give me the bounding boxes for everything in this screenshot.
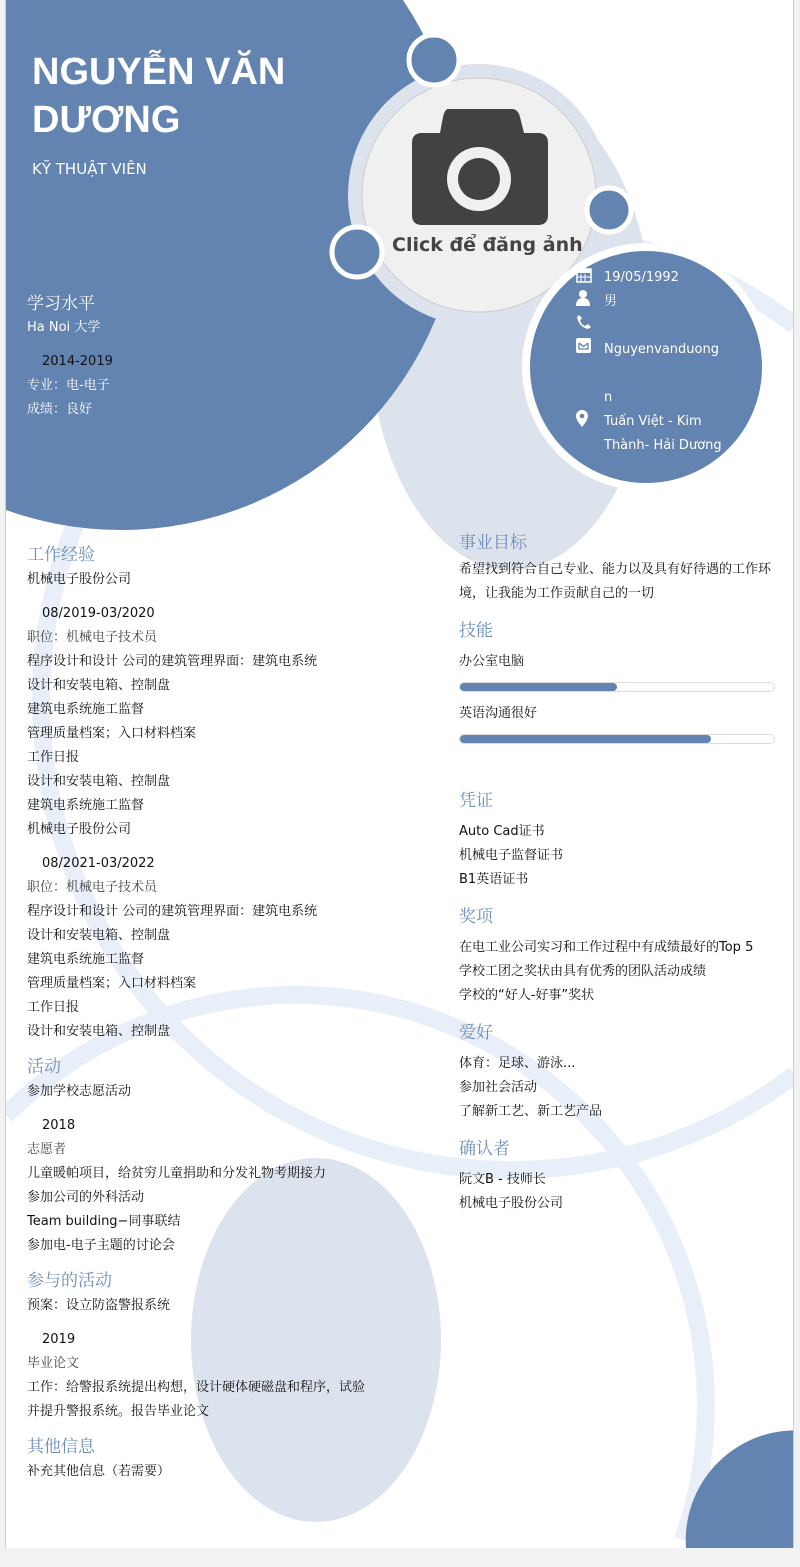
experience-heading: 工作经验	[27, 545, 95, 565]
other-heading: 其他信息	[27, 1437, 95, 1457]
text-line: 参加社会活动	[459, 1080, 538, 1095]
text-line: 建筑电系统施工监督	[27, 798, 145, 813]
text-line: 并提升警报系统。报告毕业论文	[27, 1404, 210, 1419]
text-line: 08/2021-03/2022	[42, 856, 155, 871]
skill-bar-fill	[460, 735, 711, 743]
text-line: Nguyenvanduong	[604, 342, 719, 357]
school: Ha Noi 大学	[27, 320, 101, 335]
text-line: 设计和安装电箱、控制盘	[27, 678, 171, 693]
hobbies-heading: 爱好	[459, 1023, 493, 1043]
text-line: 学校工团之奖状由具有优秀的团队活动成绩	[459, 964, 707, 979]
text-line: Tuấn Việt - Kim	[604, 414, 702, 429]
job-title: KỸ THUẬT VIÊN	[32, 160, 147, 178]
text-line: 参加电-电子主题的讨论会	[27, 1238, 175, 1253]
text-line: 在电工业公司实习和工作过程中有成绩最好的Top 5	[459, 940, 754, 955]
text-line: Thành- Hải Dương	[604, 438, 722, 453]
activities-heading: 活动	[27, 1057, 61, 1077]
text-line: 学校的“好人-好事”奖状	[459, 988, 595, 1003]
text-line: 工作日报	[27, 750, 80, 765]
education-section	[27, 292, 113, 422]
decor-dot	[587, 188, 631, 232]
decor-dot	[409, 35, 459, 85]
text-line: 职位：机械电子技术员	[27, 630, 158, 645]
text-line: 机械电子股份公司	[27, 572, 132, 587]
objective-heading: 事业目标	[459, 533, 527, 553]
text-line: 工作日报	[27, 1000, 80, 1015]
address	[604, 410, 724, 458]
other-info: 补充其他信息（若需要）	[27, 1464, 171, 1479]
text-line: B1英语证书	[459, 872, 529, 887]
text-line: 志愿者	[27, 1142, 67, 1157]
text-line: 2019	[42, 1332, 76, 1347]
text-line: 毕业论文	[27, 1356, 80, 1371]
job-entry	[27, 568, 417, 818]
contact-info	[576, 266, 724, 453]
skill-name: 英语沟通很好	[459, 706, 538, 721]
awards-heading: 奖项	[459, 907, 493, 927]
text-line: 建筑电系统施工监督	[27, 952, 145, 967]
text-line: 管理质量档案；入口材料档案	[27, 726, 197, 741]
text-line: 08/2019-03/2020	[42, 606, 155, 621]
left-column	[27, 532, 417, 1484]
skill-bar-fill	[460, 683, 617, 691]
text-line: Auto Cad证书	[459, 824, 545, 839]
job-entry	[27, 818, 417, 1044]
education-heading: 学习水平	[27, 294, 95, 314]
text-line: 设计和安装电箱、控制盘	[27, 1024, 171, 1039]
right-column	[459, 518, 779, 1216]
text-line: 管理质量档案；入口材料档案	[27, 976, 197, 991]
decor-dot	[332, 227, 382, 277]
grade: 成绩：良好	[27, 402, 93, 417]
text-line: 了解新工艺、新工艺产品	[459, 1104, 603, 1119]
text-line: 程序设计和设计 公司的建筑管理界面：建筑电系统	[27, 654, 318, 669]
calendar-icon	[576, 266, 604, 287]
upload-photo-button[interactable]: Click để đăng ảnh	[392, 234, 583, 256]
text-line: 参加学校志愿活动	[27, 1084, 132, 1099]
text-line: 职位：机械电子技术员	[27, 880, 158, 895]
text-line: 设计和安装电箱、控制盘	[27, 774, 171, 789]
skill-name: 办公室电脑	[459, 654, 525, 669]
birthday: 19/05/1992	[604, 270, 679, 285]
text-line: 参加公司的外科活动	[27, 1190, 145, 1205]
skills-heading: 技能	[459, 621, 493, 641]
education-years: 2014-2019	[42, 354, 113, 369]
email-icon	[576, 338, 604, 357]
skill-bar	[459, 682, 775, 692]
certificates-heading: 凭证	[459, 791, 493, 811]
text-line: 建筑电系统施工监督	[27, 702, 145, 717]
gender: 男	[604, 294, 618, 309]
text-line: 机械电子股份公司	[27, 822, 132, 837]
text-line: 设计和安装电箱、控制盘	[27, 928, 171, 943]
text-line: 2018	[42, 1118, 76, 1133]
text-line: 程序设计和设计 公司的建筑管理界面：建筑电系统	[27, 904, 318, 919]
text-line: 机械电子股份公司	[459, 1196, 564, 1211]
text-line: 体育：足球、游泳...	[459, 1056, 576, 1071]
cv-page	[5, 0, 794, 1548]
text-line: 工作：给警报系统提出构想，设计硬体硬磁盘和程序，试验	[27, 1380, 366, 1395]
location-icon	[576, 410, 604, 431]
references-heading: 确认者	[459, 1139, 510, 1159]
text-line: 阮文B - 技师长	[459, 1172, 546, 1187]
text-line: Team building−同事联结	[27, 1214, 181, 1229]
candidate-name: NGUYỄN VĂN DƯƠNG	[32, 51, 286, 141]
user-icon	[576, 290, 604, 310]
camera-icon[interactable]	[410, 105, 550, 225]
text-line: 儿童暖帕项目，给贫穷儿童捐助和分发礼物考期接力	[27, 1166, 327, 1181]
objective-text: 希望找到符合自己专业、能力以及具有好待遇的工作环境，让我能为工作贡献自己的一切	[459, 562, 772, 601]
major: 专业：电-电子	[27, 378, 110, 393]
phone-icon	[576, 314, 604, 334]
email	[604, 338, 724, 410]
text-line: 机械电子监督证书	[459, 848, 564, 863]
skill-bar	[459, 734, 775, 744]
projects-heading: 参与的活动	[27, 1271, 112, 1291]
text-line: n	[604, 390, 613, 405]
text-line: 预案：设立防盗警报系统	[27, 1298, 171, 1313]
